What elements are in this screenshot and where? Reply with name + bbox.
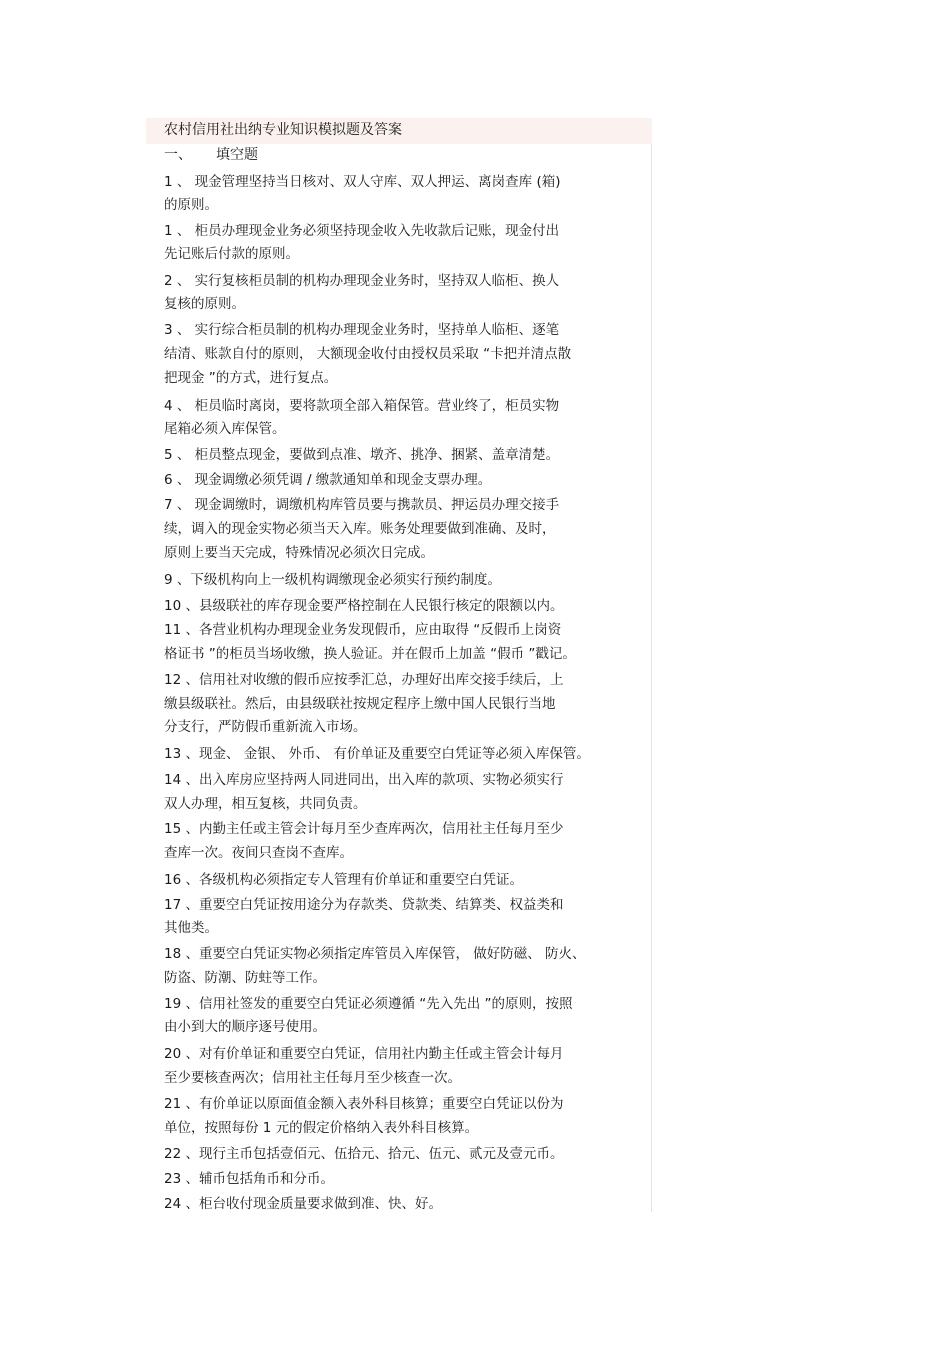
question-12-continuation: 分支行，严防假币重新流入市场。 <box>164 719 367 735</box>
question-7-line: 6 、 现金调缴必须凭调 / 缴款通知单和现金支票办理。 <box>164 472 492 488</box>
section-heading-text: 填空题 <box>216 147 258 163</box>
question-2-continuation: 先记账后付款的原则。 <box>164 246 299 262</box>
question-1-line: 1 、 现金管理坚持当日核对、双人守库、双人押运、离岗查库 (箱) <box>164 174 561 190</box>
question-17-continuation: 其他类。 <box>164 920 218 936</box>
question-20-line: 20 、对有价单证和重要空白凭证，信用社内勤主任或主管会计每月 <box>164 1046 564 1062</box>
question-23-line: 23 、辅币包括角币和分币。 <box>164 1171 334 1187</box>
question-15-continuation: 查库一次。夜间只查岗不查库。 <box>164 845 353 861</box>
question-20-continuation: 至少要核查两次；信用社主任每月至少核查一次。 <box>164 1070 461 1086</box>
question-11-continuation: 格证书 ”的柜员当场收缴，换人验证。并在假币上加盖 “假币 ”戳记。 <box>164 646 576 662</box>
question-15-line: 15 、内勤主任或主管会计每月至少查库两次，信用社主任每月至少 <box>164 821 564 837</box>
question-4-line: 3 、 实行综合柜员制的机构办理现金业务时，坚持单人临柜、逐笔 <box>164 322 560 338</box>
section-number: 一、 <box>164 147 192 163</box>
question-4-continuation: 结清、账款自付的原则， 大额现金收付由授权员采取 “卡把并清点散 <box>164 346 572 362</box>
question-12-line: 12 、信用社对收缴的假币应按季汇总，办理好出库交接手续后，上 <box>164 672 564 688</box>
question-3-line: 2 、 实行复核柜员制的机构办理现金业务时，坚持双人临柜、换人 <box>164 273 560 289</box>
question-8-continuation: 续，调入的现金实物必须当天入库。账务处理要做到准确、及时， <box>164 521 556 537</box>
question-18-line: 18 、重要空白凭证实物必须指定库管员入库保管， 做好防磁、 防火、 <box>164 946 586 962</box>
question-2-line: 1 、 柜员办理现金业务必须坚持现金收入先收款后记账，现金付出 <box>164 223 560 239</box>
question-4-continuation: 把现金 ”的方式，进行复点。 <box>164 370 338 386</box>
question-8-line: 7 、 现金调缴时，调缴机构库管员要与携款员、押运员办理交接手 <box>164 497 560 513</box>
question-9-line: 9 、下级机构向上一级机构调缴现金必须实行预约制度。 <box>164 572 501 588</box>
question-1-continuation: 的原则。 <box>164 197 218 213</box>
question-8-continuation: 原则上要当天完成，特殊情况必须次日完成。 <box>164 545 434 561</box>
question-10-line: 10 、县级联社的库存现金要严格控制在人民银行核定的限额以内。 <box>164 598 564 614</box>
question-22-line: 22 、现行主币包括壹佰元、伍拾元、拾元、伍元、贰元及壹元币。 <box>164 1146 564 1162</box>
question-11-line: 11 、各营业机构办理现金业务发现假币，应由取得 “反假币上岗资 <box>164 622 562 638</box>
question-17-line: 17 、重要空白凭证按用途分为存款类、贷款类、结算类、权益类和 <box>164 897 564 913</box>
document-title: 农村信用社出纳专业知识模拟题及答案 <box>164 122 402 138</box>
question-5-continuation: 尾箱必须入库保管。 <box>164 421 286 437</box>
question-21-line: 21 、有价单证以原面值金额入表外科目核算；重要空白凭证以份为 <box>164 1096 564 1112</box>
question-14-continuation: 双人办理，相互复核，共同负责。 <box>164 796 367 812</box>
question-18-continuation: 防盗、防潮、防蛀等工作。 <box>164 970 326 986</box>
question-16-line: 16 、各级机构必须指定专人管理有价单证和重要空白凭证。 <box>164 872 523 888</box>
section-heading <box>164 146 258 164</box>
question-19-line: 19 、信用社签发的重要空白凭证必须遵循 “先入先出 ”的原则，按照 <box>164 996 573 1012</box>
question-6-line: 5 、 柜员整点现金，要做到点准、墩齐、挑净、捆紧、盖章清楚。 <box>164 447 560 463</box>
question-3-continuation: 复核的原则。 <box>164 296 245 312</box>
question-14-line: 14 、出入库房应坚持两人同进同出，出入库的款项、实物必须实行 <box>164 772 564 788</box>
question-5-line: 4 、 柜员临时离岗，要将款项全部入箱保管。营业终了，柜员实物 <box>164 398 560 414</box>
question-13-line: 13 、现金、 金银、 外币、 有价单证及重要空白凭证等必须入库保管。 <box>164 746 590 762</box>
question-19-continuation: 由小到大的顺序逐号使用。 <box>164 1019 326 1035</box>
question-24-line: 24 、柜台收付现金质量要求做到准、快、好。 <box>164 1196 442 1212</box>
right-margin-rule <box>651 144 652 1212</box>
question-12-continuation: 缴县级联社。然后，由县级联社按规定程序上缴中国人民银行当地 <box>164 696 556 712</box>
question-21-continuation: 单位，按照每份 1 元的假定价格纳入表外科目核算。 <box>164 1120 479 1136</box>
